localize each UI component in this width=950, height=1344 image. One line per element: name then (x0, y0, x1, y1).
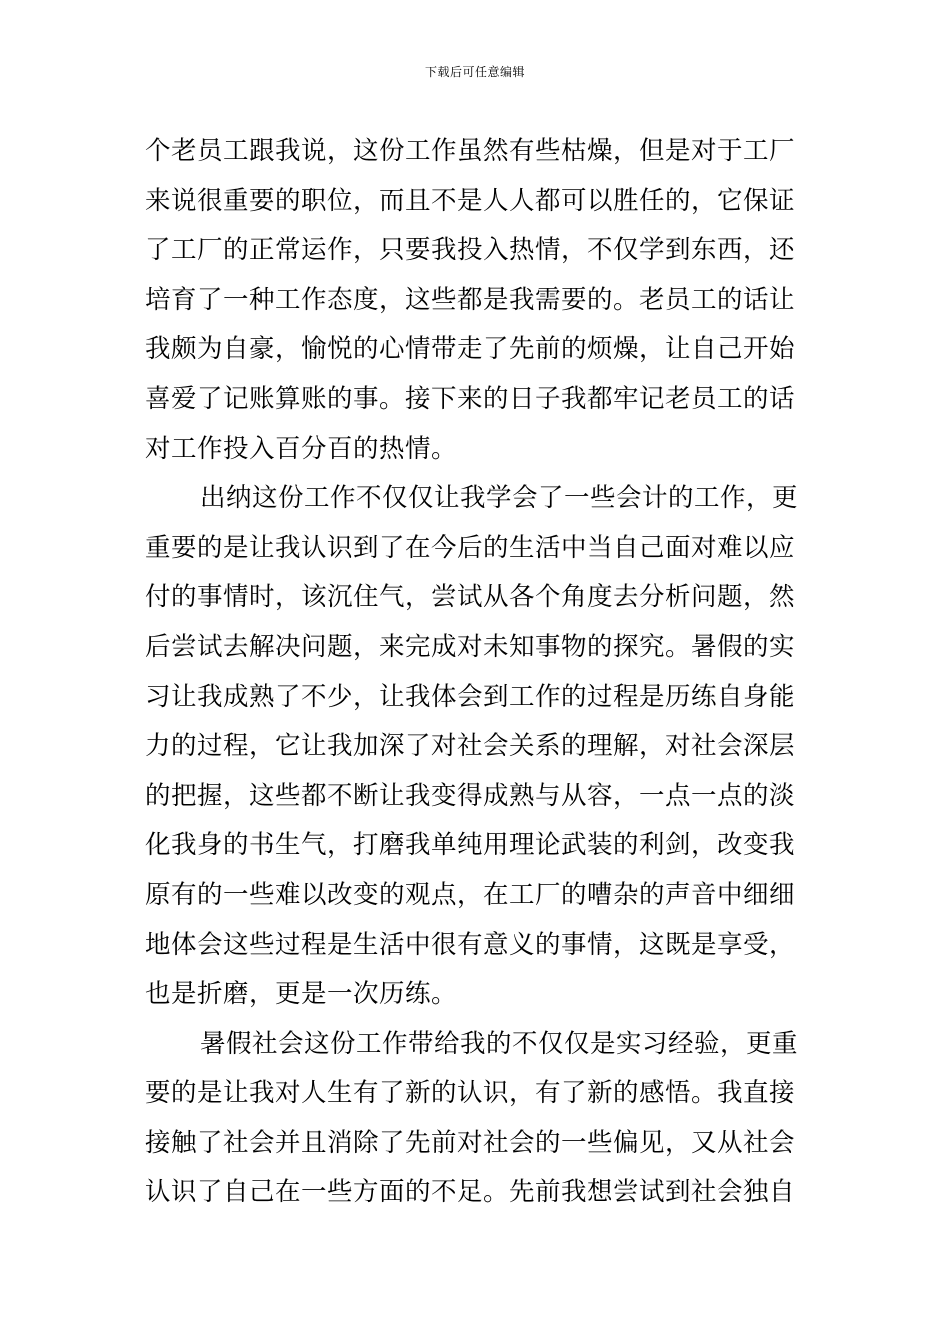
text-line: 要的是让我对人生有了新的认识，有了新的感悟。我直接 (145, 1078, 796, 1109)
paragraph-start-line: 出纳这份工作不仅仅让我学会了一些会计的工作，更 (200, 483, 799, 514)
text-line: 重要的是让我认识到了在今后的生活中当自己面对难以应 (145, 532, 796, 563)
text-line: 原有的一些难以改变的观点，在工厂的嘈杂的声音中细细 (145, 879, 796, 910)
text-line: 付的事情时，该沉住气，尝试从各个角度去分析问题，然 (145, 582, 796, 613)
text-line: 认识了自己在一些方面的不足。先前我想尝试到社会独自 (145, 1177, 796, 1208)
text-line: 也是折磨，更是一次历练。 (145, 979, 458, 1010)
text-line: 对工作投入百分百的热情。 (145, 433, 458, 464)
text-line: 习让我成熟了不少，让我体会到工作的过程是历练自身能 (145, 681, 796, 712)
text-line: 培育了一种工作态度，这些都是我需要的。老员工的话让 (145, 284, 796, 315)
text-line: 的把握，这些都不断让我变得成熟与从容，一点一点的淡 (145, 780, 796, 811)
paragraph-start-line: 暑假社会这份工作带给我的不仅仅是实习经验，更重 (200, 1028, 799, 1059)
text-line: 来说很重要的职位，而且不是人人都可以胜任的，它保证 (145, 185, 796, 216)
text-line: 个老员工跟我说，这份工作虽然有些枯燥，但是对于工厂 (145, 136, 796, 166)
text-line: 力的过程，它让我加深了对社会关系的理解，对社会深层 (145, 731, 796, 762)
text-line: 化我身的书生气，打磨我单纯用理论武装的利剑，改变我 (145, 830, 796, 861)
text-line: 地体会这些过程是生活中很有意义的事情，这既是享受， (145, 929, 796, 960)
text-line: 喜爱了记账算账的事。接下来的日子我都牢记老员工的话 (145, 383, 796, 414)
text-line: 我颇为自豪，愉悦的心情带走了先前的烦燥，让自己开始 (145, 334, 796, 365)
text-line: 了工厂的正常运作，只要我投入热情，不仅学到东西，还 (145, 235, 796, 266)
text-line: 后尝试去解决问题，来完成对未知事物的探究。暑假的实 (145, 631, 796, 662)
page-header: 下载后可任意编辑 (424, 65, 525, 79)
body-text (145, 127, 807, 1218)
text-line: 接触了社会并且消除了先前对社会的一些偏见，又从社会 (145, 1127, 796, 1158)
